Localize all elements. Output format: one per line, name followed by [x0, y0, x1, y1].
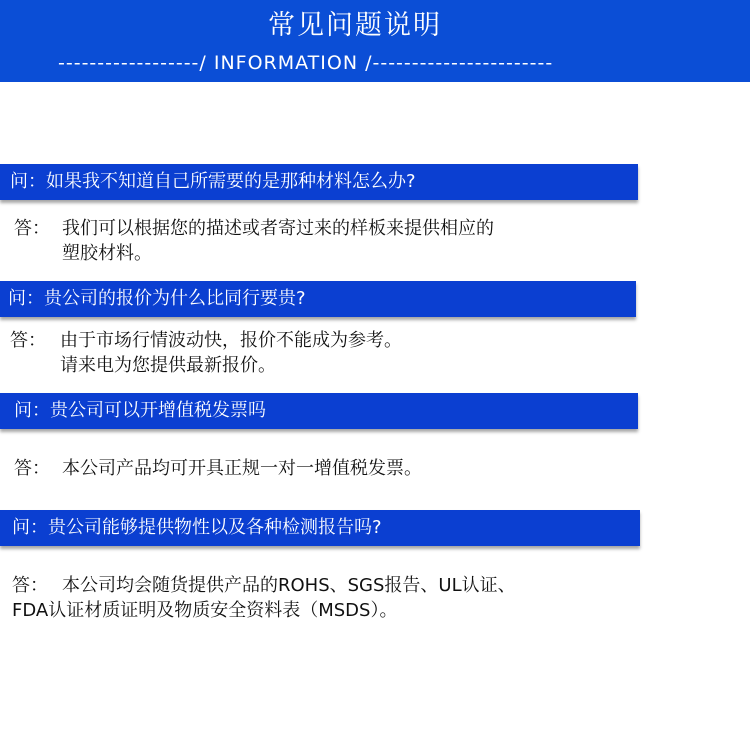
faq-answer — [14, 456, 714, 482]
faq-answer — [10, 328, 710, 380]
faq-answer-label: 答： — [10, 330, 46, 351]
faq-answer-line: 请来电为您提供最新报价。 — [60, 355, 276, 376]
faq-question-text: 问：贵公司的报价为什么比同行要贵? — [8, 288, 306, 309]
page-title: 常见问题说明 — [268, 10, 442, 41]
header-banner — [0, 0, 750, 82]
page-subtitle: ------------------/ INFORMATION /----------------------- — [58, 52, 554, 74]
faq-question-bar — [0, 164, 638, 200]
faq-question-bar — [0, 281, 636, 317]
faq-answer — [14, 216, 714, 268]
faq-answer-line: FDA认证材质证明及物质安全资料表（MSDS）。 — [12, 600, 398, 621]
faq-answer — [12, 573, 732, 625]
faq-answer-line: 本公司产品均可开具正规一对一增值税发票。 — [62, 458, 422, 479]
faq-question-text: 问：贵公司可以开增值税发票吗 — [14, 400, 266, 421]
faq-question-text: 问：如果我不知道自己所需要的是那种材料怎么办? — [10, 171, 416, 192]
faq-question-bar — [0, 393, 638, 429]
faq-answer-line: 塑胶材料。 — [62, 243, 152, 264]
faq-answer-label: 答： — [12, 575, 48, 596]
faq-answer-label: 答： — [14, 458, 50, 479]
faq-question-bar — [0, 510, 640, 546]
faq-question-text: 问：贵公司能够提供物性以及各种检测报告吗? — [12, 517, 382, 538]
faq-answer-line: 由于市场行情波动快，报价不能成为参考。 — [60, 330, 402, 351]
faq-answer-line: 本公司均会随货提供产品的ROHS、SGS报告、UL认证、 — [62, 575, 516, 596]
faq-answer-line: 我们可以根据您的描述或者寄过来的样板来提供相应的 — [62, 218, 494, 239]
faq-answer-label: 答： — [14, 218, 50, 239]
